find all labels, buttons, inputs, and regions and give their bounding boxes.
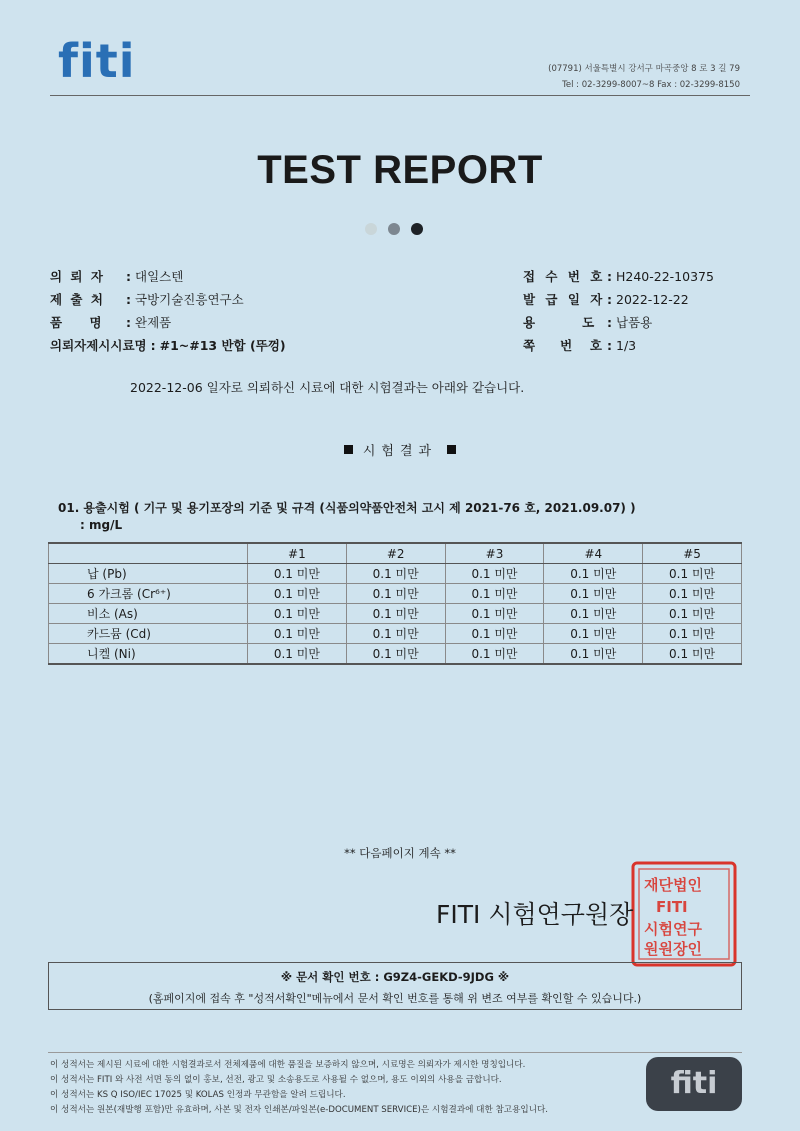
dot-mid: [388, 223, 400, 235]
info-label: 의뢰자제시시료명: [50, 338, 147, 353]
svg-text:원원장인: 원원장인: [644, 940, 702, 958]
header-address-block: [548, 61, 740, 93]
official-seal-icon: [630, 860, 738, 968]
result-cell: 0.1 미만: [346, 584, 445, 604]
info-value: 1/3: [616, 338, 637, 353]
svg-text:시험연구: 시험연구: [644, 920, 702, 938]
logo-text: fiti: [58, 34, 136, 88]
header-cell: #5: [643, 543, 742, 564]
header-cell: [49, 543, 248, 564]
result-cell: 0.1 미만: [445, 604, 544, 624]
analyte-name: 비소 (As): [49, 604, 248, 624]
dot-light: [365, 223, 377, 235]
info-row-page-no: 쪽 번 호 : 1/3: [523, 334, 714, 357]
result-cell: 0.1 미만: [643, 604, 742, 624]
test-title: 01. 용출시험 ( 기구 및 용기포장의 기준 및 규격 (식품의약품안전처 고시 제 2021-76 호, 2021.09.07) ): [58, 501, 636, 515]
result-cell: 0.1 미만: [248, 644, 347, 665]
info-value: 납품용: [616, 315, 653, 330]
footer-notes: [50, 1058, 548, 1118]
info-row-purpose: 용 도 : 납품용: [523, 311, 714, 334]
table-row: [49, 584, 742, 604]
verification-number: ※ 문서 확인 번호 : G9Z4-GEKD-9JDG ※: [280, 970, 510, 984]
header-cell: #1: [248, 543, 347, 564]
header-cell: #2: [346, 543, 445, 564]
result-cell: 0.1 미만: [346, 644, 445, 665]
info-label: 접 수 번 호: [523, 269, 606, 284]
result-cell: 0.1 미만: [445, 584, 544, 604]
result-cell: 0.1 미만: [445, 624, 544, 644]
header-cell: #4: [544, 543, 643, 564]
result-cell: 0.1 미만: [643, 624, 742, 644]
table-row: [49, 624, 742, 644]
result-cell: 0.1 미만: [445, 564, 544, 584]
info-value: 대일스텐: [135, 269, 184, 284]
fiti-watermark-logo: [646, 1057, 742, 1111]
info-label: 용 도: [523, 315, 598, 330]
info-value: 2022-12-22: [616, 292, 689, 307]
header-divider: [50, 95, 750, 96]
info-value: #1~#13 반합 (뚜껑): [159, 338, 286, 353]
result-cell: 0.1 미만: [544, 624, 643, 644]
info-row-issue-date: 발 급 일 자 : 2022-12-22: [523, 288, 714, 311]
verification-instruction: (홈페이지에 접속 후 "성적서확인"메뉴에서 문서 확인 번호를 통해 위 변조 여부를 확인할 수 있습니다.): [148, 992, 642, 1005]
svg-text:FITI: FITI: [656, 898, 688, 916]
result-cell: 0.1 미만: [248, 604, 347, 624]
table-header-row: [49, 543, 742, 564]
info-value: 완제품: [135, 315, 172, 330]
result-cell: 0.1 미만: [248, 564, 347, 584]
info-value: 국방기술진흥연구소: [135, 292, 244, 307]
info-row-product: 품 명 : 완제품: [50, 311, 286, 334]
table-row: [49, 564, 742, 584]
address-text: (07791) 서울특별시 강서구 마곡중앙 8 로 3 길 79: [548, 64, 740, 74]
info-label: 품 명: [50, 315, 104, 330]
dot-dark: [411, 223, 423, 235]
result-cell: 0.1 미만: [643, 564, 742, 584]
result-cell: 0.1 미만: [346, 604, 445, 624]
signature-text: FITI 시험연구원장: [436, 900, 634, 929]
analyte-name: 카드뮴 (Cd): [49, 624, 248, 644]
report-title: TEST REPORT: [257, 148, 543, 192]
result-cell: 0.1 미만: [544, 564, 643, 584]
info-label: 의 뢰 자: [50, 269, 105, 284]
watermark-text: fiti: [670, 1066, 718, 1101]
result-cell: 0.1 미만: [544, 644, 643, 665]
result-cell: 0.1 미만: [445, 644, 544, 665]
phone-fax-text: Tel : 02-3299-8007~8 Fax : 02-3299-8150: [562, 80, 740, 90]
footer-note: 이 성적서는 KS Q ISO/IEC 17025 및 KOLAS 인정과 무관함을 알려 드립니다.: [50, 1090, 346, 1100]
title-dots: [365, 220, 429, 239]
test-heading: [58, 500, 636, 534]
info-row-submit-to: 제 출 처 : 국방기술진흥연구소: [50, 288, 286, 311]
info-label: 발 급 일 자: [523, 292, 606, 307]
info-right: [523, 265, 714, 357]
header-cell: #3: [445, 543, 544, 564]
result-cell: 0.1 미만: [643, 644, 742, 665]
analyte-name: 납 (Pb): [49, 564, 248, 584]
info-left: [50, 265, 286, 357]
footer-note: 이 성적서는 제시된 시료에 대한 시험결과로서 전체제품에 대한 품질을 보증하지 않으며, 시료명은 의뢰자가 제시한 명칭입니다.: [50, 1060, 526, 1070]
footer-note: 이 성적서는 원본(재발행 포함)만 유효하며, 사본 및 전자 인쇄본/파일본(e-DOCUMENT SERVICE)은 시험결과에 대한 참고용입니다.: [50, 1105, 549, 1115]
intro-sentence: 2022-12-06 일자로 의뢰하신 시료에 대한 시험결과는 아래와 같습니다.: [130, 380, 525, 395]
result-cell: 0.1 미만: [346, 564, 445, 584]
result-cell: 0.1 미만: [643, 584, 742, 604]
section-heading: [0, 440, 800, 459]
continued-note: ** 다음페이지 계속 **: [344, 846, 456, 860]
result-cell: 0.1 미만: [544, 584, 643, 604]
result-cell: 0.1 미만: [346, 624, 445, 644]
result-cell: 0.1 미만: [248, 584, 347, 604]
analyte-name: 니켈 (Ni): [49, 644, 248, 665]
square-bullet-icon: [447, 445, 456, 454]
analyte-name: 6 가크롬 (Cr⁶⁺): [49, 584, 248, 604]
verification-box: [48, 962, 742, 1010]
info-value: H240-22-10375: [616, 269, 714, 284]
footer-note: 이 성적서는 FITI 와 사전 서면 동의 없이 홍보, 선전, 광고 및 소송용도로 사용될 수 없으며, 용도 이외의 사용을 금합니다.: [50, 1075, 502, 1085]
info-row-requester: 의 뢰 자 : 대일스텐: [50, 265, 286, 288]
info-label: 제 출 처: [50, 292, 105, 307]
svg-text:재단법인: 재단법인: [644, 876, 702, 894]
square-bullet-icon: [344, 445, 353, 454]
footer-divider: [48, 1052, 742, 1053]
table-row: [49, 644, 742, 665]
table-row: [49, 604, 742, 624]
results-table: [48, 542, 742, 665]
result-cell: 0.1 미만: [248, 624, 347, 644]
section-title: 시험결과: [362, 444, 438, 459]
info-label: 쪽 번 호: [523, 338, 605, 353]
result-cell: 0.1 미만: [544, 604, 643, 624]
info-row-receipt-no: 접 수 번 호 : H240-22-10375: [523, 265, 714, 288]
info-row-sample-name: 의뢰자제시시료명 : #1~#13 반합 (뚜껑): [50, 334, 286, 357]
fiti-logo: [58, 36, 182, 86]
test-unit: : mg/L: [80, 518, 123, 532]
